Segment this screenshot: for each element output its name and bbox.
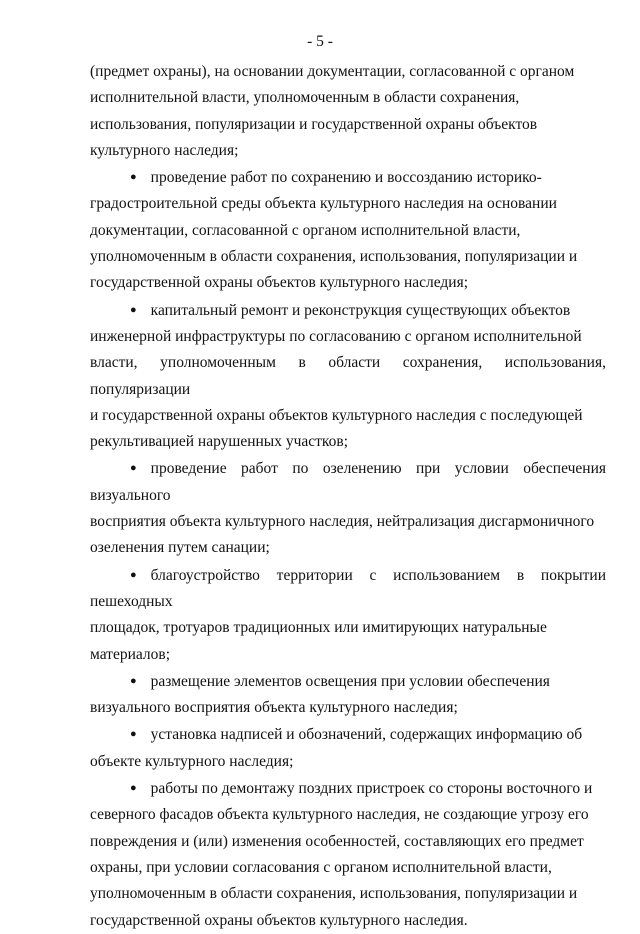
list-item-greening: [90, 455, 606, 561]
list-item-landscaping: [90, 562, 606, 668]
bullet-icon: ●: [130, 674, 137, 687]
list-item-text: работы по демонтажу поздних пристроек со стороны восточного и северного фасадов объекта культурного наследия, не создающие угрозу его повреждения и (или) изменения особенностей, составляющих его предмет охраны, при условии согласования с органом исполнительной власти, уполномоченным в области сохранения, использования, популяризации и государственной охраны объектов культурного наследия.: [90, 780, 593, 929]
bullet-icon: ●: [130, 171, 137, 184]
list-item-restoration: [90, 164, 606, 296]
list-item-demolition: [90, 775, 606, 934]
list-item-signage: [90, 721, 606, 775]
bullet-icon: ●: [130, 462, 137, 475]
list-item-infrastructure: [90, 297, 606, 456]
list-item-text: проведение работ по озеленению при условии обеспечения визуального восприятия объекта культурного наследия, нейтрализация дисгармоничного озеленения путем санации;: [90, 460, 606, 557]
list-item-text: благоустройство территории с использованием в покрытии пешеходных площадок, тротуаров традиционных или имитирующих натуральные материалов;: [90, 566, 606, 663]
list-item-text: капитальный ремонт и реконструкция существующих объектов инженерной инфраструктуры по согласованию с органом исполнительной власти, уполномоченным в области сохранения, использования, популяризации и государственной охраны объектов культурного наследия с последующей рекультивацией нарушенных участков;: [90, 301, 606, 451]
paragraph-continuation: (предмет охраны), на основании документации, согласованной с органом исполнительной власти, уполномоченным в области сохранения, использования, популяризации и государственной охраны объектов культурного наследия;: [90, 63, 575, 159]
bullet-icon: ●: [130, 728, 137, 741]
bullet-icon: ●: [130, 303, 137, 316]
document-body: [90, 59, 606, 934]
list-item-lighting: [90, 668, 606, 722]
bullet-icon: ●: [130, 568, 137, 581]
list-item-text: размещение элементов освещения при условии обеспечения визуального восприятия объекта культурного наследия;: [90, 672, 550, 717]
list-item-text: проведение работ по сохранению и воссозданию историко- градостроительной среды объекта культурного наследия на основании документации, согласованной с органом исполнительной власти, уполномоченным в области сохранения, использования, популяризации и государственной охраны объектов культурного наследия;: [90, 169, 578, 292]
bullet-icon: ●: [130, 782, 137, 795]
page-number: - 5 -: [307, 33, 333, 50]
list-item-text: установка надписей и обозначений, содержащих информацию об объекте культурного наследия;: [90, 726, 583, 770]
